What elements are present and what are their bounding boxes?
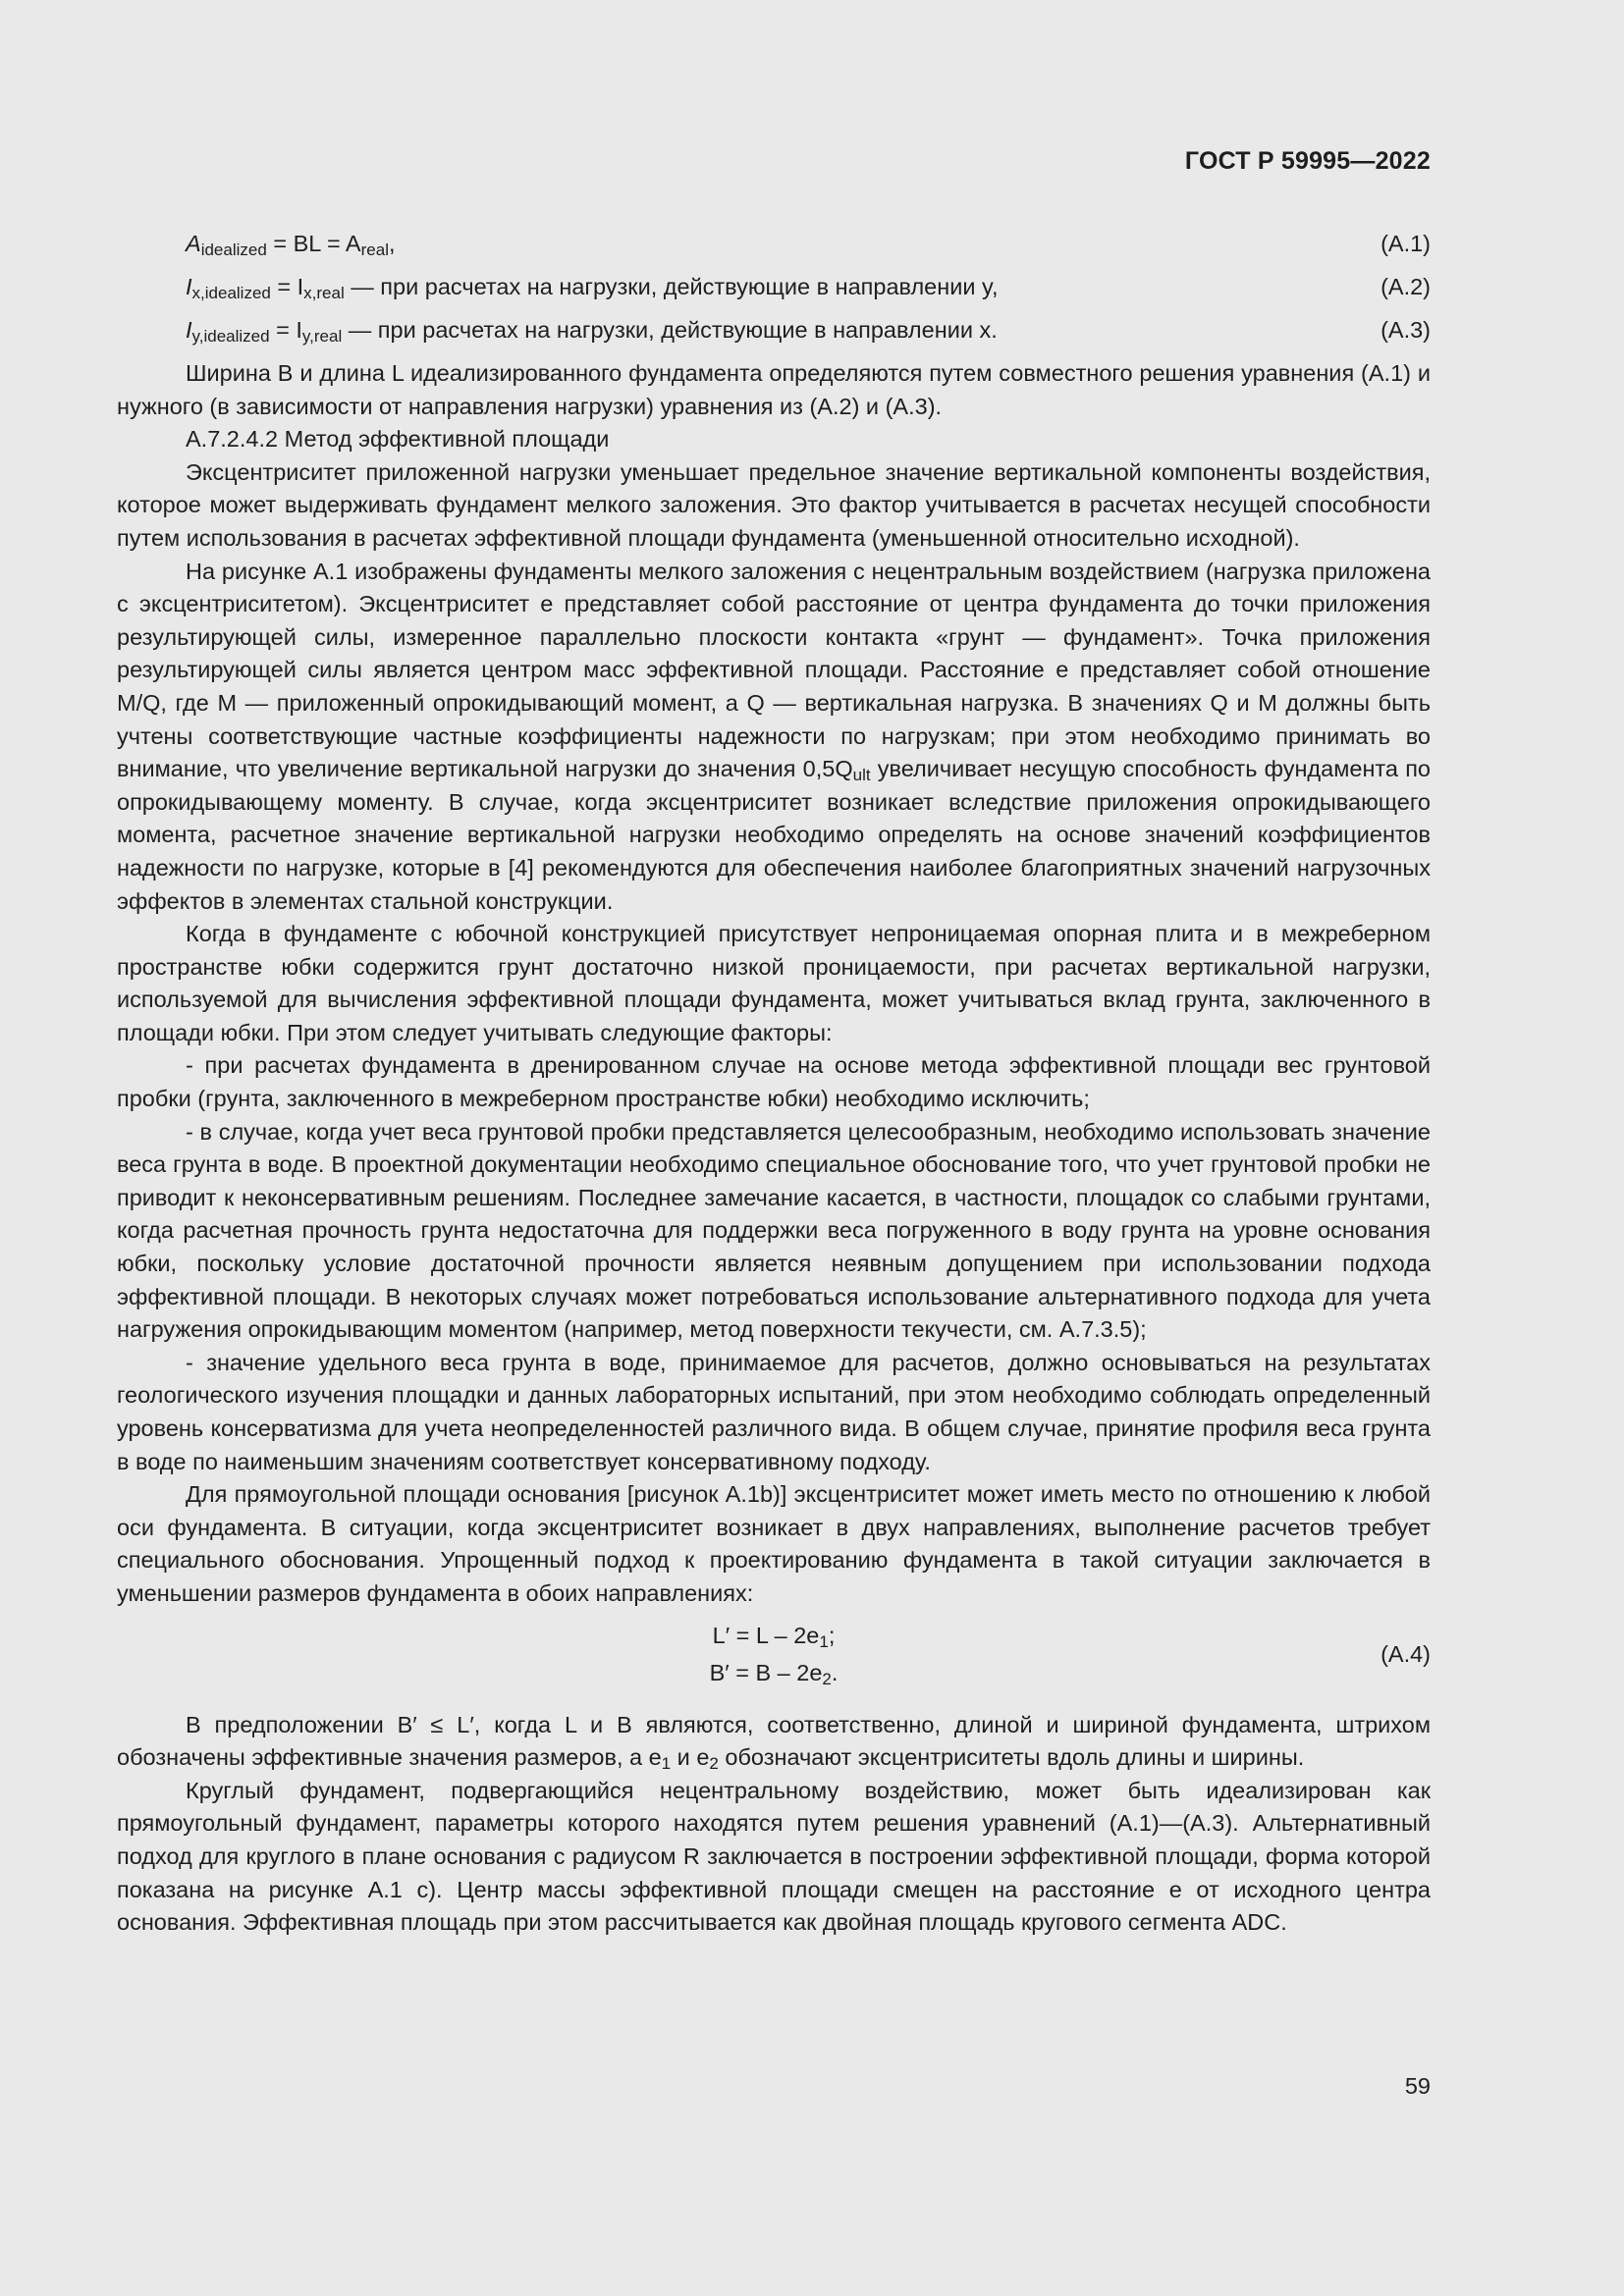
paragraph-circular-foundation: Круглый фундамент, подвергающийся нецентральному воздействию, может быть идеализирован как прямоугольный фундамент, параметры которого находятся путем решения уравнений (А.1)—(А.3). Альтернативный подход для круглого в плане основания с радиусом R заключается в построении эффективной площади, форма которой показана на рисунке А.1 c). Центр массы эффективной площади смещен на расстояние e от исходного центра основания. Эффективная площадь при этом рассчитывается как двойная площадь кругового сегмента ADC. — [117, 1777, 1431, 1936]
formula-a1-expression: $A_{idealized}$ = BL = $A_{real}$, — [186, 231, 396, 259]
formula-a3 — [117, 308, 1431, 351]
paragraph-dimensions: Ширина B и длина L идеализированного фундамента определяются путем совместного решения уравнения (А.1) и нужного (в зависимости от направления нагрузки) уравнения из (А.2) и (А.3). — [117, 360, 1431, 419]
paragraph-rectangular-base: Для прямоугольной площади основания [рисунок А.1b)] эксцентриситет может иметь место по отношению к любой оси фундамента. В ситуации, когда эксцентриситет возникает в двух направлениях, выполнение расчетов требует специального обоснования. Упрощенный подход к проектированию фундамента в такой ситуации заключается в уменьшении размеров фундамента в обоих направлениях: — [117, 1481, 1431, 1606]
formula-a4 — [117, 1617, 1431, 1699]
paragraph-skirt-foundation: Когда в фундаменте с юбочной конструкцией присутствует непроницаемая опорная плита и в межреберном пространстве юбки содержится грунт достаточно низкой проницаемости, при расчетах вертикальной нагрузки, используемой для вычисления эффективной площади фундамента, может учитываться вклад грунта, заключенного в площади юбки. При этом следует учитывать следующие факторы: — [117, 921, 1431, 1045]
formula-a1 — [117, 222, 1431, 265]
section-heading: А.7.2.4.2 Метод эффективной площади — [186, 426, 610, 453]
list-item: - значение удельного веса грунта в воде, принимаемое для расчетов, должно основываться на результатах геологического изучения площадки и данных лабораторных испытаний, при этом необходимо соблюдать определенный уровень консерватизма для учета неопределенностей различного вида. В общем случае, принятие профиля веса грунта в воде по наименьшим значениям соответствует консервативному подходу. — [117, 1349, 1431, 1474]
formula-a2-expression: $I_{x,idealized} = I_{x,real}$ — при расчетах на нагрузки, действующие в направлении y, — [186, 274, 999, 302]
formula-a3-expression: $I_{y,idealized} = I_{y,real}$ — при расчетах на нагрузки, действующие в направлении x. — [186, 317, 998, 346]
formula-a2 — [117, 265, 1431, 308]
formula-a3-number: (А.3) — [1380, 317, 1431, 343]
paragraph-eccentricity: Эксцентриситет приложенной нагрузки уменьшает предельное значение вертикальной компоненты воздействия, которое может выдерживать фундамент мелкого заложения. Это фактор учитывается в расчетах несущей способности путем использования в расчетах эффективной площади фундамента (уменьшенной относительно исходной). — [117, 458, 1431, 551]
list-item: - при расчетах фундамента в дренированном случае на основе метода эффективной площади вес грунтовой пробки (грунта, заключенного в межреберном пространстве юбки) необходимо исключить; — [117, 1052, 1431, 1112]
list-item: - в случае, когда учет веса грунтовой пробки представляется целесообразным, необходимо использовать значение веса грунта в воде. В проектной документации необходимо специальное обоснование того, что учет грунтовой пробки не приводит к неконсервативным решениям. Последнее замечание касается, в частности, площадок со слабыми грунтами, когда расчетная прочность грунта недостаточна для поддержки веса погруженного в воду грунта на уровне основания юбки, поскольку условие достаточной прочности является неявным допущением при использовании подхода эффективной площади. В некоторых случаях может потребоваться использование альтернативного подхода для учета нагружения опрокидывающим моментом (например, метод поверхности текучести, см. А.7.3.5); — [117, 1118, 1431, 1343]
page-number: 59 — [1404, 2073, 1431, 2099]
formula-a1-number: (А.1) — [1380, 231, 1431, 256]
document-code-header: ГОСТ Р 59995—2022 — [1184, 147, 1431, 175]
formula-a2-number: (А.2) — [1380, 274, 1431, 299]
paragraph-effective-dimensions: В предположении B′ ≤ L′, когда L и B являются, соответственно, длиной и шириной фундамента, штрихом обозначены эффективные значения размеров, а $e_1$ и $e_2$ обозначают эксцентриситеты вдоль длины и ширины. — [117, 1711, 1431, 1774]
page-body — [117, 222, 1431, 1940]
formula-a4-expression: $L' = L - 2e_1$; $B' = B - 2e_2$. — [709, 1622, 839, 1688]
formula-a4-number: (А.4) — [1380, 1640, 1431, 1667]
paragraph-figure-a1: На рисунке А.1 изображены фундаменты мелкого заложения с нецентральным воздействием (нагрузка приложена с эксцентриситетом). Эксцентриситет e представляет собой расстояние от центра фундамента до точки приложения результирующей силы, измеренное параллельно плоскости контакта «грунт — фундамент». Точка приложения результирующей силы является центром масс эффективной площади. Расстояние e представляет собой отношение M/Q, где M — приложенный опрокидывающий момент, а Q — вертикальная нагрузка. В значениях Q и M должны быть учтены соответствующие частные коэффициенты надежности по нагрузкам; при этом необходимо принимать во внимание, что увеличение вертикальной нагрузки до значения $0,5Q_{ult}$ увеличивает несущую способность фундамента по опрокидывающему моменту. В случае, когда эксцентриситет возникает вследствие приложения опрокидывающего момента, расчетное значение вертикальной нагрузки необходимо определять на основе значений коэффициентов надежности по нагрузке, которые в [4] рекомендуются для обеспечения наиболее благоприятных значений нагрузочных эффектов в элементах стальной конструкции. — [117, 558, 1431, 914]
